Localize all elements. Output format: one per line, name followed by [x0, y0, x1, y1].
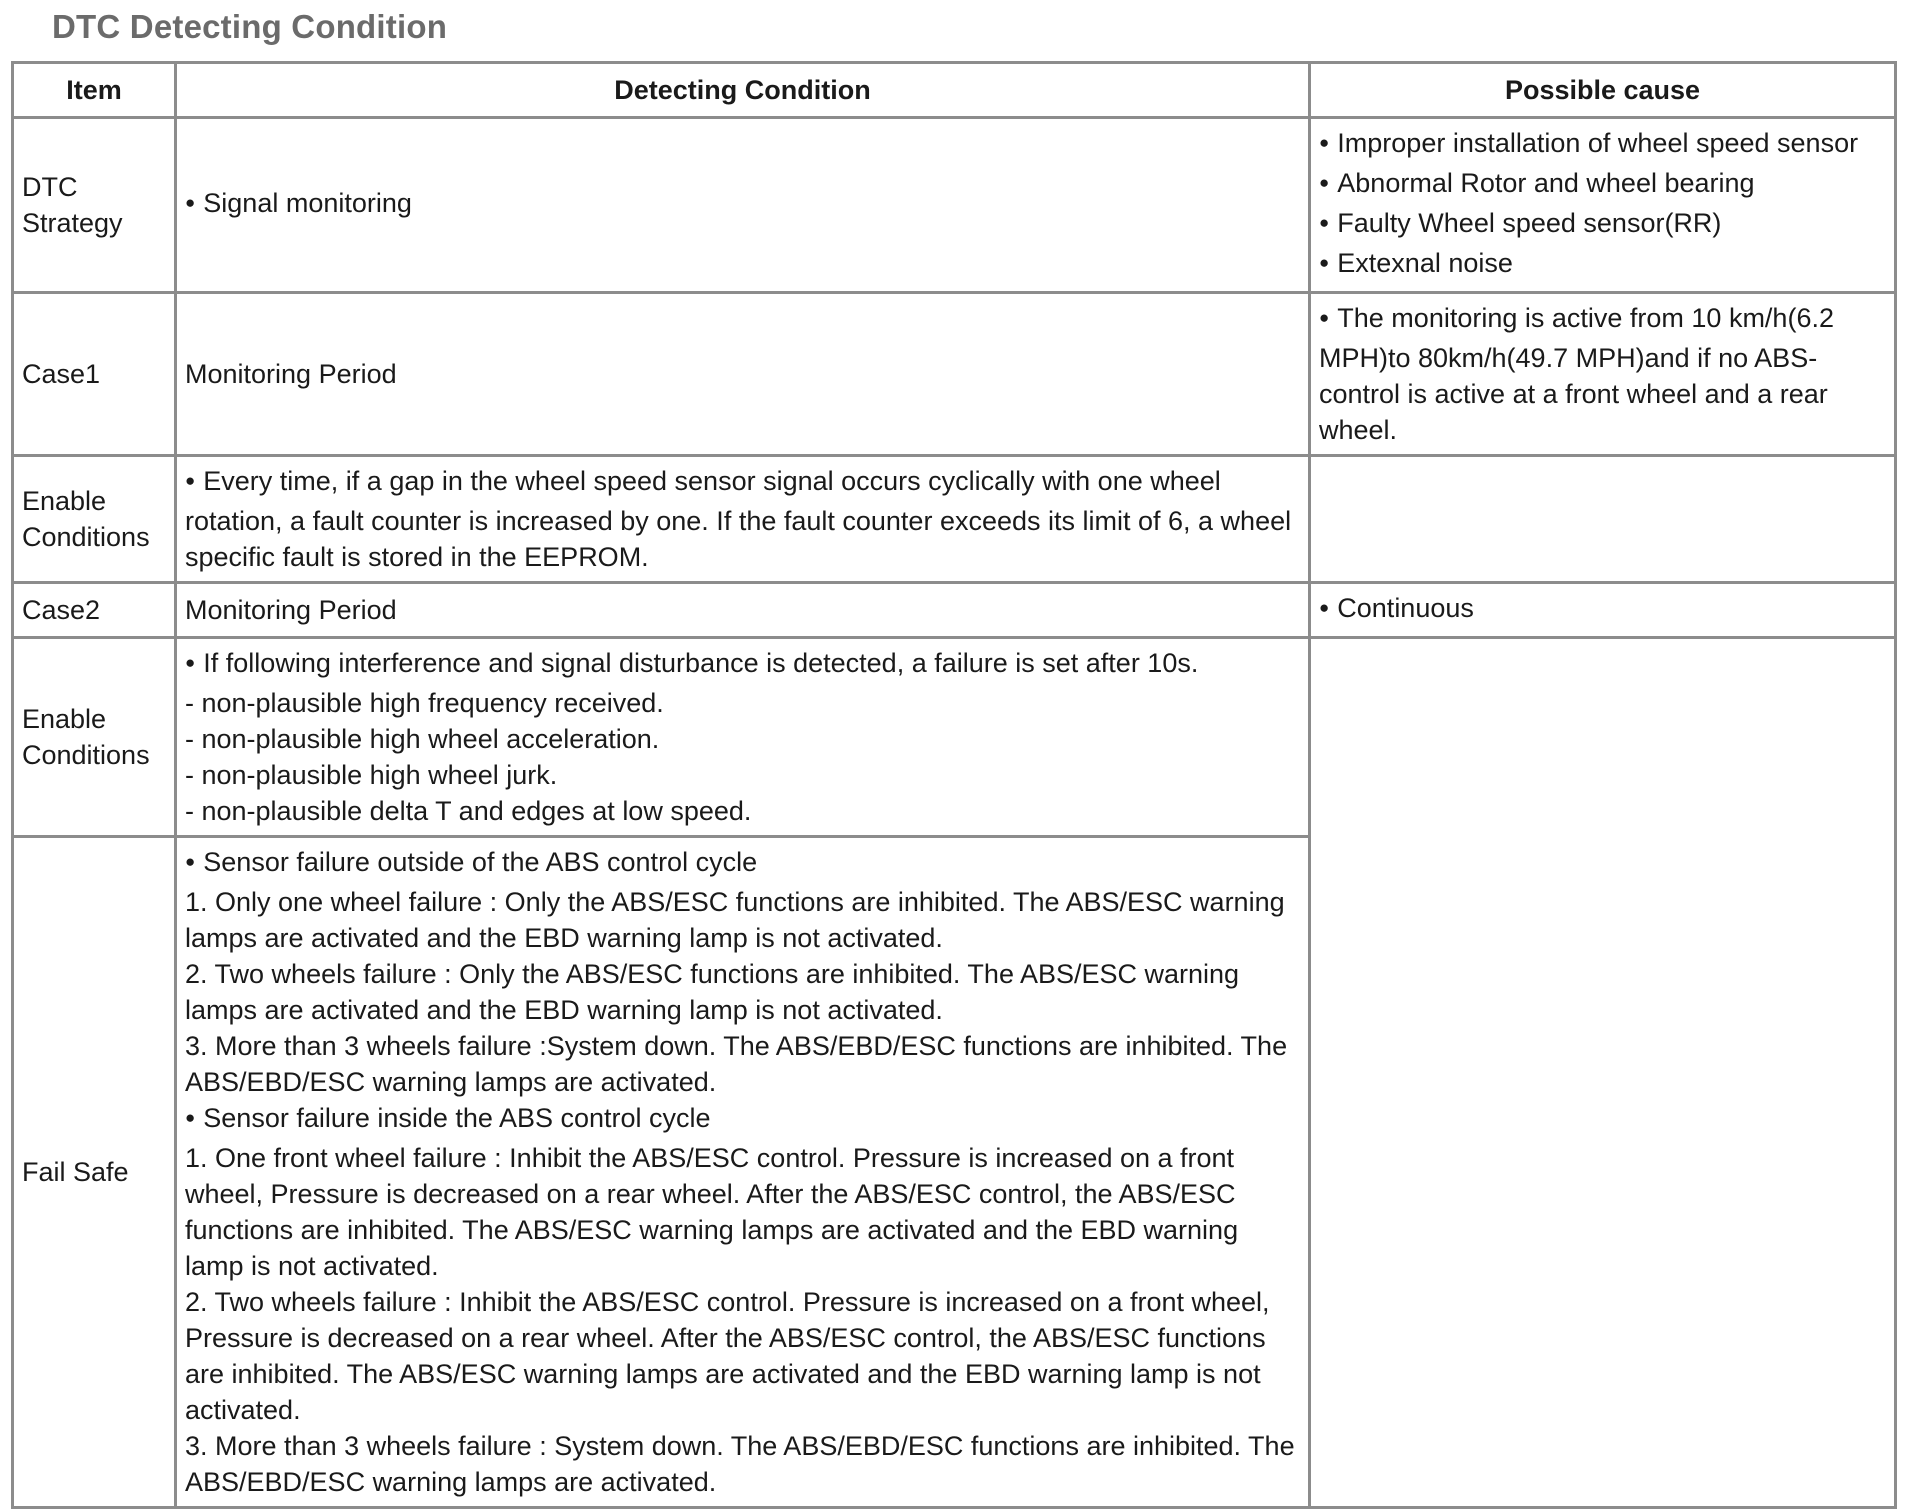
- condition-bullet: ● Signal monitoring: [185, 185, 1300, 225]
- failsafe-list-item: 3. More than 3 wheels failure :System down. The ABS/EBD/ESC functions are inhibited. The ABS/EBD/ESC warning lamps are activated.: [185, 1031, 1288, 1097]
- condition-bullet: ● Every time, if a gap in the wheel speed sensor signal occurs cyclically with one wheel rotation, a fault counter is increased by one. If the fault counter exceeds its limit of 6, a wheel specific fault is stored in the EEPROM.: [185, 466, 1291, 572]
- condition-list-item: - non-plausible delta T and edges at low speed.: [185, 796, 752, 826]
- cell-item-case1: Case1: [13, 293, 176, 456]
- cause-bullet: ● Extexnal noise: [1319, 245, 1886, 285]
- item-label-line: Strategy: [22, 208, 123, 238]
- cell-item-dtc-strategy: [13, 118, 176, 293]
- header-item: Item: [13, 63, 176, 118]
- cell-item-enable-conditions-2: [13, 638, 176, 837]
- cell-cause-enable-conditions-1-empty: [1310, 456, 1896, 583]
- cell-condition-case1: Monitoring Period: [176, 293, 1310, 456]
- table-row-enable-conditions-1: [13, 456, 1896, 583]
- cell-item-case2: Case2: [13, 583, 176, 638]
- cause-bullet: ● Abnormal Rotor and wheel bearing: [1319, 165, 1886, 205]
- cell-item-enable-conditions-1: [13, 456, 176, 583]
- header-possible-cause: Possible cause: [1310, 63, 1896, 118]
- failsafe-heading: ● Sensor failure inside the ABS control cycle: [185, 1100, 1300, 1140]
- cell-condition-case2: Monitoring Period: [176, 583, 1310, 638]
- failsafe-heading: ● Sensor failure outside of the ABS control cycle: [185, 844, 1300, 884]
- item-label-line: DTC: [22, 172, 78, 202]
- table-row-case1: [13, 293, 1896, 456]
- failsafe-list-item: 1. One front wheel failure : Inhibit the ABS/ESC control. Pressure is increased on a front wheel, Pressure is decreased on a rear wheel. After the ABS/ESC control, the ABS/ESC functions are inhibited. The ABS/ESC warning lamps are activated and the EBD warning lamp is not activated.: [185, 1143, 1239, 1281]
- cell-cause-case2: [1310, 583, 1896, 638]
- item-label-line: Conditions: [22, 522, 150, 552]
- table-header-row: [13, 63, 1896, 118]
- cell-condition-fail-safe: [176, 837, 1310, 1508]
- item-label-line: Enable: [22, 704, 107, 734]
- condition-bullet: ● If following interference and signal disturbance is detected, a failure is set after 10s.: [185, 645, 1300, 685]
- page-title: DTC Detecting Condition: [52, 8, 448, 45]
- table-row-case2: [13, 583, 1896, 638]
- condition-list-item: - non-plausible high frequency received.: [185, 688, 664, 718]
- table-row-enable-conditions-2: [13, 638, 1896, 837]
- cell-cause-case1: [1310, 293, 1896, 456]
- item-label-line: Enable: [22, 486, 107, 516]
- dtc-table: [11, 61, 1897, 1509]
- cell-condition-enable-conditions-2: [176, 638, 1310, 837]
- failsafe-list-item: 3. More than 3 wheels failure : System down. The ABS/EBD/ESC functions are inhibited. The ABS/EBD/ESC warning lamps are activated.: [185, 1431, 1295, 1497]
- cause-bullet: ● The monitoring is active from 10 km/h(6.2 MPH)to 80km/h(49.7 MPH)and if no ABS-control is active at a front wheel and a rear wheel.: [1319, 303, 1834, 445]
- failsafe-list-item: 2. Two wheels failure : Only the ABS/ESC functions are inhibited. The ABS/ESC warning lamps are activated and the EBD warning lamp is not activated.: [185, 959, 1240, 1025]
- cause-bullet: ● Improper installation of wheel speed sensor: [1319, 125, 1886, 165]
- condition-list-item: - non-plausible high wheel acceleration.: [185, 724, 660, 754]
- failsafe-list-item: 1. Only one wheel failure : Only the ABS/ESC functions are inhibited. The ABS/ESC warning lamps are activated and the EBD warning lamp is not activated.: [185, 887, 1285, 953]
- header-detecting-condition: Detecting Condition: [176, 63, 1310, 118]
- failsafe-list-item: 2. Two wheels failure : Inhibit the ABS/ESC control. Pressure is increased on a front wheel, Pressure is decreased on a rear wheel. After the ABS/ESC control, the ABS/ESC functions are inhibited. The ABS/ESC warning lamps are activated and the EBD warning lamp is not activated.: [185, 1287, 1270, 1425]
- cell-condition-dtc-strategy: [176, 118, 1310, 293]
- item-label-line: Conditions: [22, 740, 150, 770]
- cause-bullet: ● Faulty Wheel speed sensor(RR): [1319, 205, 1886, 245]
- table-row-dtc-strategy: [13, 118, 1896, 293]
- cell-cause-dtc-strategy: [1310, 118, 1896, 293]
- cause-bullet: ● Continuous: [1319, 593, 1474, 623]
- cell-cause-enable-failsafe-empty: [1310, 638, 1896, 1508]
- condition-list-item: - non-plausible high wheel jurk.: [185, 760, 558, 790]
- cell-condition-enable-conditions-1: [176, 456, 1310, 583]
- cell-item-fail-safe: Fail Safe: [13, 837, 176, 1508]
